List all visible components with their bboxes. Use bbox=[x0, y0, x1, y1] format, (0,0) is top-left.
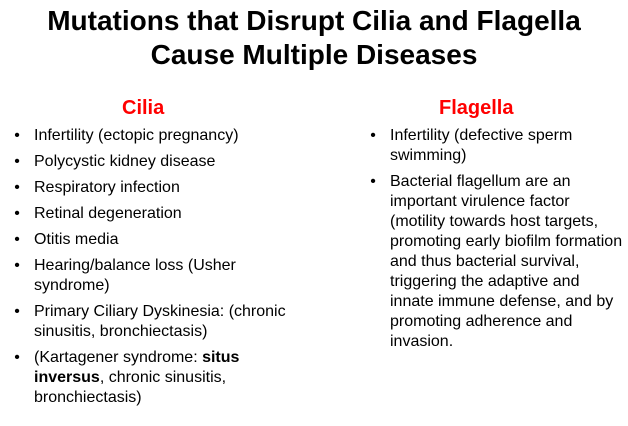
cilia-heading: Cilia bbox=[122, 97, 165, 119]
kartagener-text-end: , chronic sinusitis, bronchiectasis) bbox=[34, 369, 227, 406]
list-item bbox=[10, 256, 310, 296]
kartagener-text-start: (Kartagener syndrome: bbox=[34, 349, 203, 366]
list-item bbox=[366, 126, 624, 166]
bullet-icon: • bbox=[14, 127, 20, 144]
list-item bbox=[10, 302, 310, 342]
list-item bbox=[10, 178, 310, 198]
list-item-text: Bacterial flagellum are an important virulence factor (motility towards host targets, promoting early biofilm formation and thus bacterial survival, triggering the adaptive and innate immune defense, and by promoting adherence and invasion. bbox=[390, 173, 623, 350]
list-item bbox=[10, 126, 310, 146]
bullet-icon: • bbox=[14, 179, 20, 196]
cilia-list bbox=[10, 126, 310, 414]
list-item-text bbox=[34, 349, 239, 406]
bullet-icon: • bbox=[14, 205, 20, 222]
list-item-text: Hearing/balance loss (Usher syndrome) bbox=[34, 257, 236, 294]
list-item bbox=[10, 204, 310, 224]
title-line-2: Cause Multiple Diseases bbox=[150, 39, 478, 70]
list-item-text: Polycystic kidney disease bbox=[34, 153, 216, 170]
list-item bbox=[10, 230, 310, 250]
bullet-icon: • bbox=[14, 349, 20, 366]
list-item-text: Infertility (ectopic pregnancy) bbox=[34, 127, 239, 144]
title-line-1: Mutations that Disrupt Cilia and Flagella bbox=[47, 5, 581, 36]
situs-inversus-bold: situs inversus bbox=[34, 349, 240, 386]
slide-title bbox=[0, 4, 628, 72]
list-item bbox=[10, 152, 310, 172]
bullet-icon: • bbox=[14, 153, 20, 170]
list-item-text: Retinal degeneration bbox=[34, 205, 182, 222]
list-item-text: Primary Ciliary Dyskinesia: (chronic sinusitis, bronchiectasis) bbox=[34, 303, 286, 340]
list-item-text: Respiratory infection bbox=[34, 179, 180, 196]
bullet-icon: • bbox=[370, 127, 376, 144]
list-item-text: Infertility (defective sperm swimming) bbox=[390, 127, 573, 164]
bullet-icon: • bbox=[14, 303, 20, 320]
flagella-heading: Flagella bbox=[439, 97, 514, 119]
bullet-icon: • bbox=[14, 257, 20, 274]
flagella-list bbox=[366, 126, 624, 358]
list-item-text: Otitis media bbox=[34, 231, 119, 248]
list-item bbox=[10, 348, 310, 408]
list-item bbox=[366, 172, 624, 352]
bullet-icon: • bbox=[370, 173, 376, 190]
bullet-icon: • bbox=[14, 231, 20, 248]
